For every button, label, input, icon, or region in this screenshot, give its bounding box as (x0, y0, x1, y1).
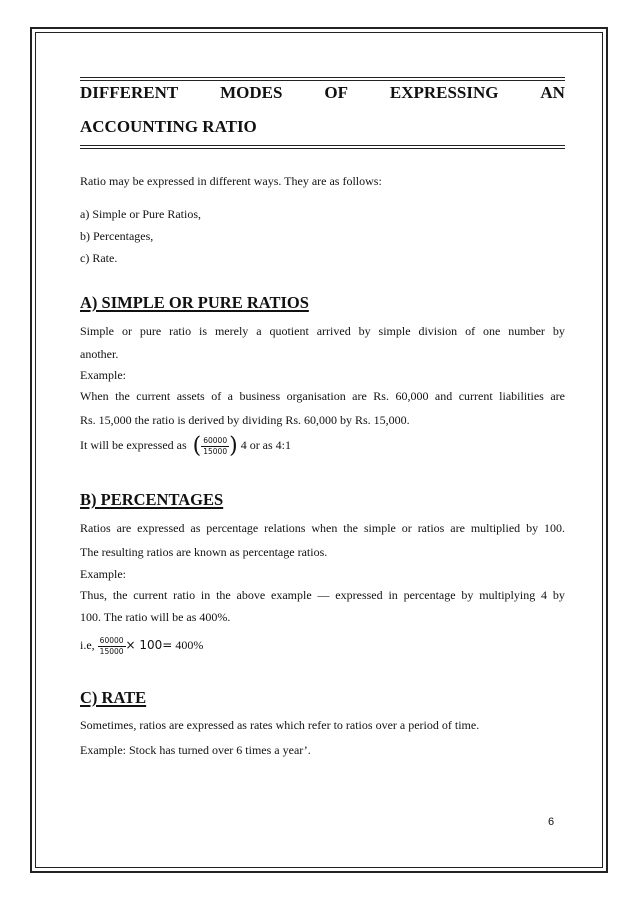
paragraph-word: percentage (206, 521, 259, 535)
fraction-numerator: 60000 (99, 635, 124, 645)
paragraph-word: multiplied (470, 521, 521, 535)
section-a-expression-suffix: 4 or as 4:1 (240, 438, 292, 452)
paragraph-word: current (136, 389, 171, 403)
right-paren: ) (229, 433, 238, 459)
section-b-fraction (98, 636, 126, 657)
section-c-paragraph: Sometimes, ratios are expressed as rates which refer to ratios over a period of time. (80, 718, 480, 732)
paragraph-word: by (552, 588, 565, 602)
section-b-paragraph-line1 (80, 521, 565, 535)
paragraph-word: When (80, 389, 109, 403)
section-a-paragraph-line2: another. (80, 347, 119, 361)
section-b-ie-label: i.e, (80, 638, 95, 652)
paragraph-word: 4 (541, 588, 548, 602)
paragraph-word: ratio (173, 588, 196, 602)
section-a-example-line1 (80, 389, 565, 403)
paragraph-word: the (343, 521, 358, 535)
paragraph-word: in (388, 588, 398, 602)
paragraph-word: example (271, 588, 312, 602)
intro-item-c: c) Rate. (80, 251, 118, 265)
title-word: MODES (220, 83, 283, 102)
section-a-heading: A) SIMPLE OR PURE RATIOS (80, 293, 309, 312)
fraction-denominator: 15000 (203, 446, 228, 456)
page-title-line2: ACCOUNTING RATIO (80, 117, 257, 136)
intro-item-a: a) Simple or Pure Ratios, (80, 207, 201, 221)
paragraph-word: Thus, (80, 588, 107, 602)
title-rule-top-2 (80, 80, 565, 81)
paragraph-word: of (211, 389, 222, 403)
paragraph-word: one (482, 324, 501, 338)
section-a-expression-prefix: It will be expressed as (80, 438, 187, 452)
title-rule-top (80, 77, 565, 78)
section-b-example-label: Example: (80, 567, 126, 581)
paragraph-word: the (216, 588, 231, 602)
section-a-example-label: Example: (80, 368, 126, 382)
paragraph-word: Simple (80, 324, 115, 338)
paragraph-word: by (461, 588, 474, 602)
paragraph-word: a (256, 324, 262, 338)
title-word: DIFFERENT (80, 83, 179, 102)
section-b-expression (80, 632, 565, 658)
paragraph-word: by (358, 324, 371, 338)
paragraph-word: organisation (286, 389, 346, 403)
paragraph-word: and (434, 389, 453, 403)
section-b-example-line2: 100. The ratio will be as 400%. (80, 610, 231, 624)
section-b-paragraph-line2: The resulting ratios are known as percentage ratios. (80, 545, 328, 559)
paragraph-word: as (190, 521, 201, 535)
section-c-heading: C) RATE (80, 688, 147, 707)
paragraph-word: liabilities (499, 389, 544, 403)
section-b-example-line1 (80, 588, 565, 602)
section-a-fraction (201, 436, 229, 457)
paragraph-word: quotient (269, 324, 309, 338)
title-word: OF (324, 83, 348, 102)
paragraph-word: of (465, 324, 476, 338)
title-word: AN (540, 83, 565, 102)
fraction-denominator: 15000 (99, 646, 124, 656)
paragraph-word: above (236, 588, 266, 602)
intro-item-b: b) Percentages, (80, 229, 154, 243)
section-a-example-line2: Rs. 15,000 the ratio is derived by dividing Rs. 60,000 by Rs. 15,000. (80, 413, 410, 427)
section-b-math-tail: × 100= (125, 638, 173, 652)
paragraph-word: expressed (137, 521, 185, 535)
paragraph-word: simple (363, 521, 396, 535)
paragraph-word: multiplying (479, 588, 536, 602)
paragraph-word: are (352, 389, 367, 403)
page-number: 6 (548, 816, 555, 828)
paragraph-word: arrived (316, 324, 351, 338)
paragraph-word: are (116, 521, 132, 535)
section-b-result: 400% (175, 638, 204, 652)
section-c-example: Example: Stock has turned over 6 times a year’. (80, 743, 311, 757)
title-rule-bottom-2 (80, 148, 565, 149)
paragraph-word: or (401, 521, 412, 535)
paragraph-word: business (239, 389, 281, 403)
paragraph-word: number (508, 324, 545, 338)
section-a-paragraph-line1 (80, 324, 565, 338)
paragraph-word: a (227, 389, 233, 403)
left-paren: ( (192, 433, 202, 459)
paragraph-word: 100. (543, 521, 565, 535)
page-title-line1 (80, 83, 565, 103)
paragraph-word: by (552, 324, 565, 338)
paragraph-word: by (526, 521, 539, 535)
section-b-heading: B) PERCENTAGES (80, 490, 224, 509)
title-rule-bottom (80, 145, 565, 146)
paragraph-word: current (133, 588, 168, 602)
paragraph-word: are (550, 389, 565, 403)
paragraph-word: division (418, 324, 458, 338)
fraction-numerator: 60000 (203, 435, 228, 445)
paragraph-word: — (317, 588, 330, 602)
paragraph-word: or (121, 324, 132, 338)
paragraph-word: current (458, 389, 493, 403)
paragraph-word: pure (139, 324, 162, 338)
paragraph-word: 60,000 (395, 389, 429, 403)
paragraph-word: expressed (335, 588, 383, 602)
paragraph-word: Ratios (80, 521, 111, 535)
paragraph-word: the (112, 588, 128, 602)
paragraph-word: the (115, 389, 130, 403)
intro-text: Ratio may be expressed in different ways. They are as follows: (80, 174, 382, 188)
paragraph-word: when (311, 521, 338, 535)
paragraph-word: are (450, 521, 465, 535)
paragraph-word: percentage (403, 588, 456, 602)
paragraph-word: is (199, 324, 208, 338)
title-word: EXPRESSING (389, 83, 499, 102)
paragraph-word: assets (176, 389, 205, 403)
paragraph-word: ratio (169, 324, 192, 338)
paragraph-word: Rs. (373, 389, 389, 403)
paragraph-word: merely (214, 324, 249, 338)
paragraph-word: simple (378, 324, 411, 338)
paragraph-word: ratios (417, 521, 445, 535)
paragraph-word: relations (264, 521, 306, 535)
paragraph-word: in (200, 588, 211, 602)
section-a-expression (80, 432, 565, 458)
